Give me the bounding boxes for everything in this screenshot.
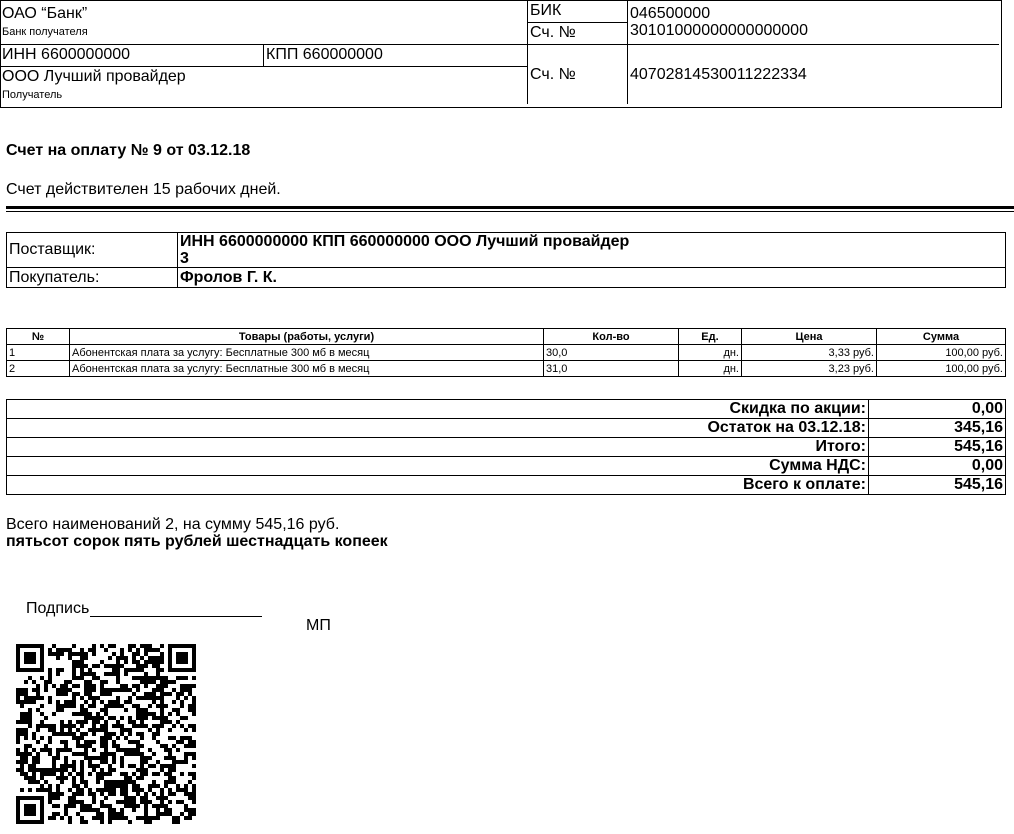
row-number: 1 <box>7 345 70 361</box>
table-row <box>7 361 1006 377</box>
row-price: 3,23 руб. <box>742 361 877 377</box>
qr-code-icon <box>16 644 196 824</box>
total-row-vat <box>7 457 1006 476</box>
buyer-label: Покупатель: <box>7 268 178 288</box>
invoice-validity: Счет действителен 15 рабочих дней. <box>6 181 281 198</box>
col-goods-header: Товары (работы, услуги) <box>70 329 544 345</box>
col-qty-header: Кол-во <box>544 329 679 345</box>
goods-table <box>6 328 1006 377</box>
total-row-subtotal <box>7 438 1006 457</box>
total-label: Итого: <box>7 438 869 457</box>
summary-count: Всего наименований 2, на сумму 545,16 руб. <box>6 516 340 533</box>
parties-table <box>6 232 1006 288</box>
total-label: Скидка по акции: <box>7 400 869 419</box>
corr-account-label: Сч. № <box>530 24 576 41</box>
bank-details-block <box>0 0 1002 108</box>
row-sum: 100,00 руб. <box>877 361 1006 377</box>
supplier-value <box>178 233 1006 268</box>
total-value: 545,16 <box>869 476 1006 495</box>
row-qty: 30,0 <box>544 345 679 361</box>
table-row <box>7 345 1006 361</box>
corr-account-value: 30101000000000000000 <box>630 22 808 39</box>
row-goods: Абонентская плата за услугу: Бесплатные 300 мб в месяц <box>70 361 544 377</box>
bik-label: БИК <box>530 2 562 19</box>
summary-words: пятьсот сорок пять рублей шестнадцать копеек <box>6 533 388 550</box>
supplier-label: Поставщик: <box>7 233 178 268</box>
total-label: Остаток на 03.12.18: <box>7 419 869 438</box>
total-row-grand <box>7 476 1006 495</box>
total-label: Всего к оплате: <box>7 476 869 495</box>
account-label: Сч. № <box>530 66 576 83</box>
recipient-kpp: КПП 660000000 <box>266 46 383 63</box>
row-unit: дн. <box>679 345 742 361</box>
bank-name: ОАО “Банк” <box>2 5 88 22</box>
row-sum: 100,00 руб. <box>877 345 1006 361</box>
bank-name-caption: Банк получателя <box>2 26 88 38</box>
signature-line <box>90 616 262 617</box>
supplier-value-line2: 3 <box>180 250 189 267</box>
row-price: 3,33 руб. <box>742 345 877 361</box>
account-value: 40702814530011222334 <box>630 66 807 83</box>
row-goods: Абонентская плата за услугу: Бесплатные 300 мб в месяц <box>70 345 544 361</box>
buyer-value: Фролов Г. К. <box>178 268 1006 288</box>
total-value: 0,00 <box>869 457 1006 476</box>
bik-value: 046500000 <box>630 5 711 22</box>
recipient-name: ООО Лучший провайдер <box>2 68 186 85</box>
recipient-inn: ИНН 6600000000 <box>2 46 131 63</box>
divider-thick <box>6 206 1014 209</box>
goods-header-row <box>7 329 1006 345</box>
row-unit: дн. <box>679 361 742 377</box>
stamp-label: МП <box>306 617 331 634</box>
supplier-row <box>7 233 1006 268</box>
col-price-header: Цена <box>742 329 877 345</box>
divider-thin <box>6 211 1014 212</box>
invoice-title: Счет на оплату № 9 от 03.12.18 <box>6 142 251 159</box>
total-label: Сумма НДС: <box>7 457 869 476</box>
col-unit-header: Ед. <box>679 329 742 345</box>
total-value: 0,00 <box>869 400 1006 419</box>
supplier-value-line1: ИНН 6600000000 КПП 660000000 ООО Лучший провайдер <box>180 233 630 250</box>
total-row-discount <box>7 400 1006 419</box>
total-row-balance <box>7 419 1006 438</box>
signature-label: Подпись <box>26 600 90 617</box>
row-qty: 31,0 <box>544 361 679 377</box>
col-number-header: № <box>7 329 70 345</box>
row-number: 2 <box>7 361 70 377</box>
col-sum-header: Сумма <box>877 329 1006 345</box>
total-value: 345,16 <box>869 419 1006 438</box>
buyer-row <box>7 268 1006 288</box>
recipient-caption: Получатель <box>2 89 63 101</box>
total-value: 545,16 <box>869 438 1006 457</box>
totals-table <box>6 399 1006 495</box>
